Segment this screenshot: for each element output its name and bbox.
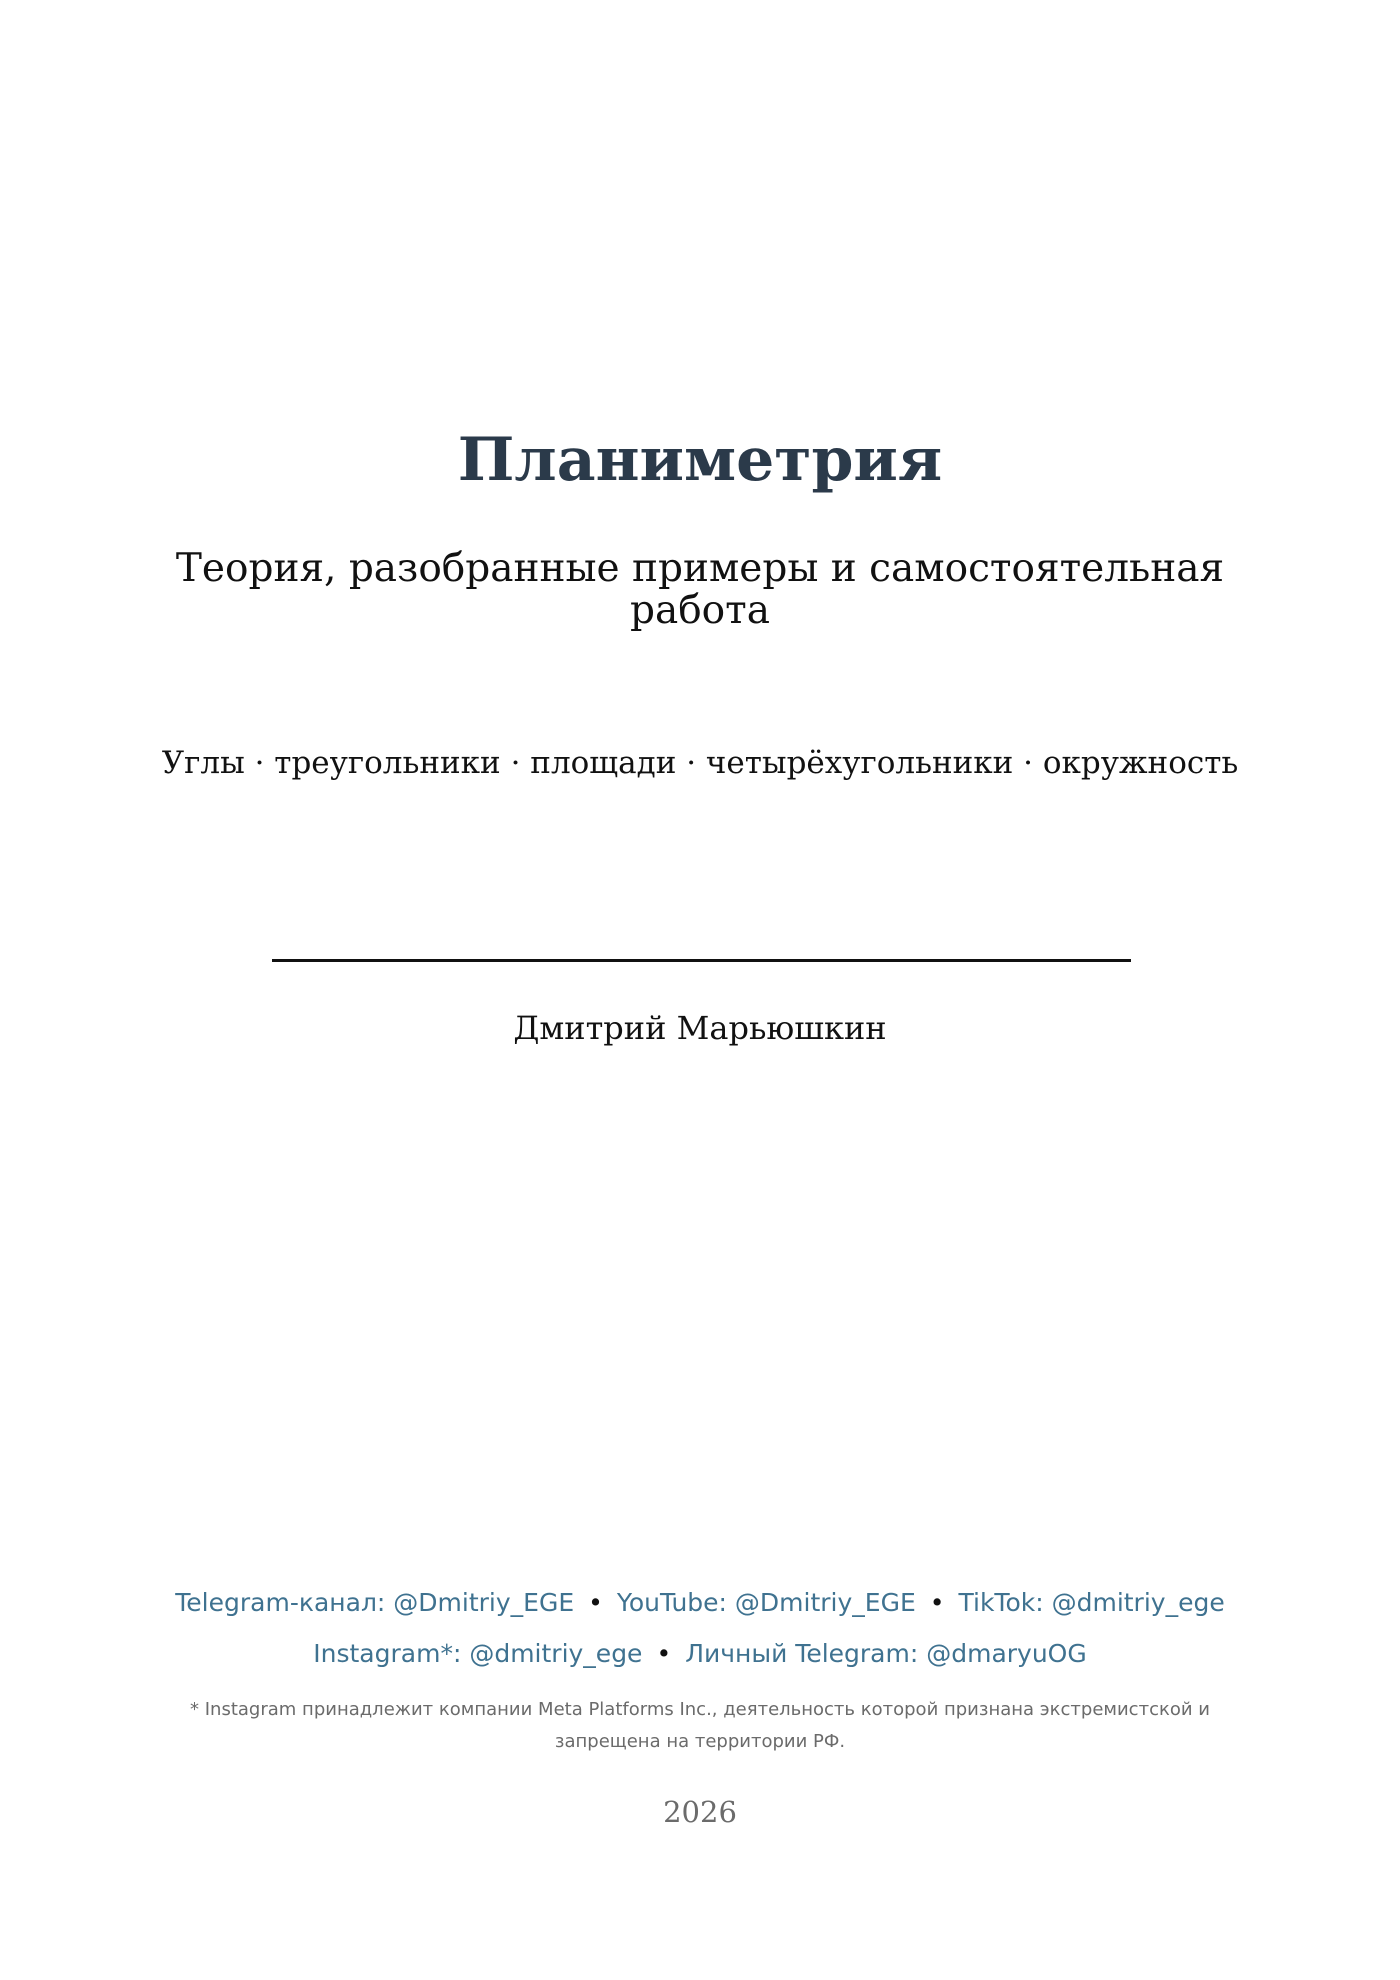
author-name: Дмитрий Марьюшкин bbox=[513, 1009, 887, 1047]
telegram-channel-link[interactable]: Telegram-канал: @Dmitriy_EGE bbox=[175, 1588, 575, 1617]
page-title: Планиметрия bbox=[457, 425, 943, 495]
instagram-link[interactable]: Instagram*: @dmitriy_ege bbox=[313, 1639, 643, 1668]
separator-dot: • bbox=[656, 1639, 672, 1668]
social-links-row-2 bbox=[0, 1637, 1400, 1671]
page-subtitle: Теория, разобранные примеры и самостоятельная работа bbox=[175, 546, 1225, 633]
youtube-link[interactable]: YouTube: @Dmitriy_EGE bbox=[616, 1588, 916, 1617]
personal-telegram-link[interactable]: Личный Telegram: @dmaryuOG bbox=[685, 1639, 1087, 1668]
tiktok-link[interactable]: TikTok: @dmitriy_ege bbox=[958, 1588, 1225, 1617]
publication-year: 2026 bbox=[663, 1795, 737, 1829]
social-links-row-1 bbox=[0, 1586, 1400, 1620]
separator-dot: • bbox=[588, 1588, 603, 1617]
divider-line bbox=[272, 959, 1131, 962]
instagram-footnote: * Instagram принадлежит компании Meta Platforms Inc., деятельность которой признана экстремистской и запрещена на территории РФ. bbox=[190, 1699, 1210, 1752]
topics-list: Углы · треугольники · площади · четырёхугольники · окружность bbox=[161, 745, 1239, 781]
separator-dot: • bbox=[929, 1588, 945, 1617]
